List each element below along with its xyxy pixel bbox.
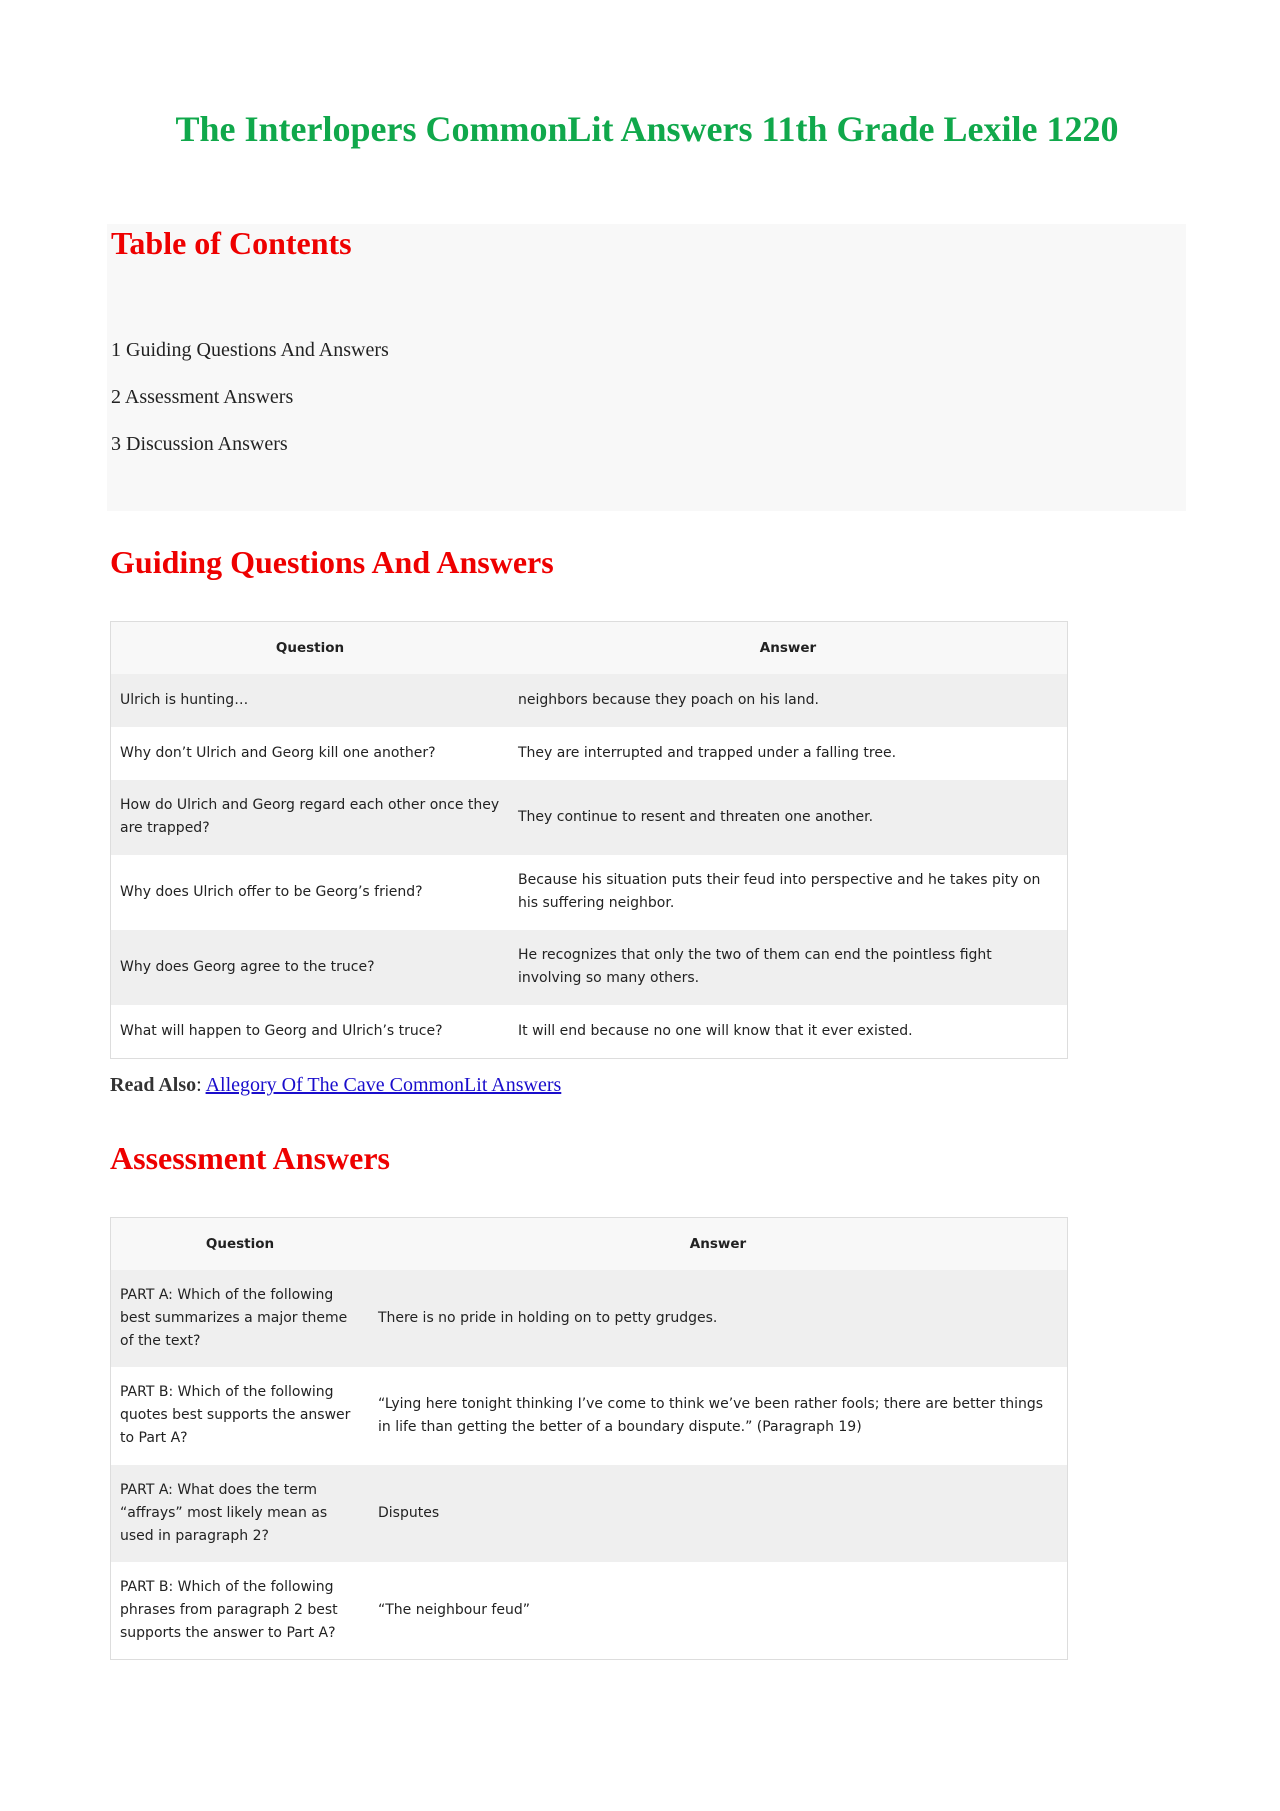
column-header-question: Question	[111, 1218, 370, 1270]
assessment-heading: Assessment Answers	[110, 1140, 390, 1176]
answer-cell: There is no pride in holding on to petty grudges.	[378, 1309, 718, 1326]
read-also-link[interactable]: Allegory Of The Cave CommonLit Answers	[205, 1074, 562, 1096]
table-row	[111, 1465, 1068, 1562]
toc-item-discussion[interactable]: 3 Discussion Answers	[111, 433, 288, 455]
answer-cell: They are interrupted and trapped under a falling tree.	[518, 744, 897, 761]
table-row	[111, 1005, 1068, 1059]
table-header-row	[111, 1218, 1068, 1270]
question-cell: Why don’t Ulrich and Georg kill one another?	[120, 744, 436, 761]
table-row	[111, 930, 1068, 1005]
guiding-table	[110, 621, 1068, 1059]
question-cell: PART A: Which of the following best summarizes a major theme of the text?	[120, 1286, 348, 1349]
answer-cell: Because his situation puts their feud into perspective and he takes pity on his suffering neighbor.	[518, 872, 1041, 911]
answer-cell: Disputes	[378, 1504, 440, 1521]
table-of-contents	[107, 224, 1186, 511]
table-row	[111, 1367, 1068, 1465]
question-cell: How do Ulrich and Georg regard each other once they are trapped?	[120, 797, 500, 836]
read-also-separator: :	[196, 1074, 206, 1096]
answer-cell: neighbors because they poach on his land.	[518, 691, 819, 708]
table-header-row	[111, 622, 1068, 674]
toc-list	[111, 327, 389, 468]
toc-item-assessment[interactable]: 2 Assessment Answers	[111, 386, 294, 408]
toc-item-guiding[interactable]: 1 Guiding Questions And Answers	[111, 339, 389, 361]
page-title: The Interlopers CommonLit Answers 11th Grade Lexile 1220	[175, 109, 1119, 149]
table-row	[111, 1270, 1068, 1367]
column-header-answer: Answer	[369, 1218, 1068, 1270]
guiding-heading: Guiding Questions And Answers	[110, 544, 554, 580]
question-cell: Ulrich is hunting…	[120, 691, 249, 708]
answer-cell: They continue to resent and threaten one another.	[518, 808, 874, 825]
table-row	[111, 674, 1068, 727]
table-row	[111, 855, 1068, 930]
answer-cell: “Lying here tonight thinking I’ve come to think we’ve been rather fools; there are better things in life than getting the better of a boundary dispute.” (Paragraph 19)	[378, 1395, 1044, 1435]
read-also	[110, 1070, 561, 1100]
question-cell: Why does Ulrich offer to be Georg’s friend?	[120, 883, 423, 900]
answer-cell: He recognizes that only the two of them can end the pointless fight involving so many others.	[518, 947, 992, 986]
question-cell: PART B: Which of the following quotes best supports the answer to Part A?	[120, 1384, 351, 1446]
table-row	[111, 1562, 1068, 1660]
toc-title: Table of Contents	[111, 225, 352, 261]
column-header-answer: Answer	[509, 622, 1068, 674]
question-cell: PART A: What does the term “affrays” most likely mean as used in paragraph 2?	[120, 1481, 328, 1544]
answer-cell: “The neighbour feud”	[378, 1601, 530, 1618]
table-row	[111, 727, 1068, 780]
question-cell: Why does Georg agree to the truce?	[120, 958, 375, 975]
column-header-question: Question	[111, 622, 510, 674]
answer-cell: It will end because no one will know that it ever existed.	[518, 1022, 913, 1039]
question-cell: PART B: Which of the following phrases from paragraph 2 best supports the answer to Part A?	[120, 1578, 338, 1641]
assessment-table	[110, 1217, 1068, 1660]
table-row	[111, 780, 1068, 855]
question-cell: What will happen to Georg and Ulrich’s truce?	[120, 1022, 443, 1039]
read-also-label: Read Also	[110, 1074, 197, 1096]
